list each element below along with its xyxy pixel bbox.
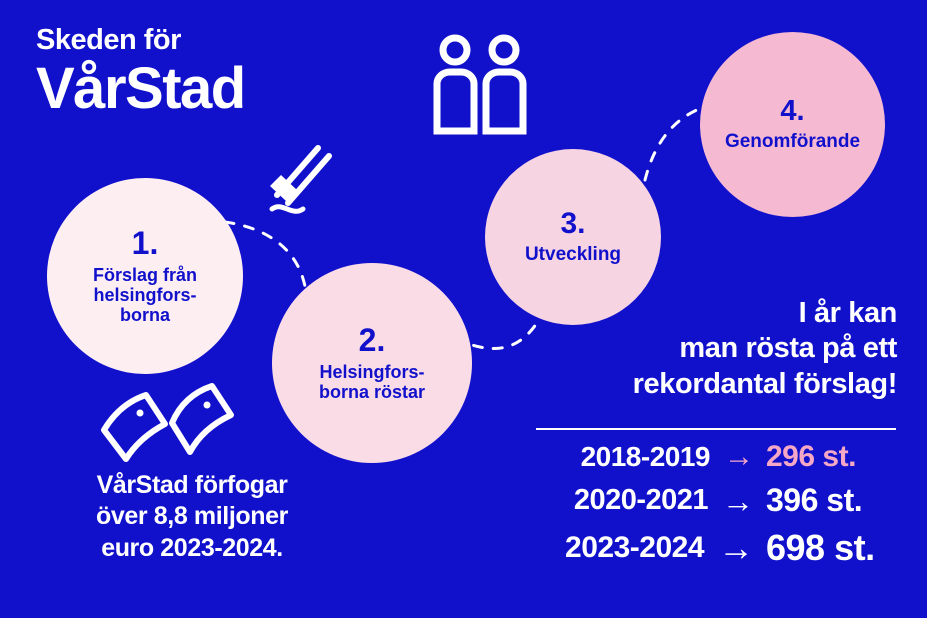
- stat-value: 396 st.: [766, 482, 863, 518]
- highlight-line-3: rekordantal förslag!: [632, 367, 897, 400]
- highlight-line-2: man rösta på ett: [679, 332, 897, 365]
- step-2-label-line-1: Helsingfors-: [319, 361, 425, 382]
- step-3-label: Utveckling: [524, 243, 622, 265]
- stat-row: [536, 527, 898, 569]
- divider: [536, 428, 896, 430]
- stat-row: [536, 482, 898, 519]
- stat-row: [536, 440, 898, 474]
- highlight-text: [477, 296, 897, 402]
- step-circle-2: [272, 263, 472, 463]
- budget-note-line-2: över 8,8 miljoner: [96, 502, 288, 531]
- step-1-label: [93, 265, 197, 325]
- step-1-label-line-3: borna: [119, 305, 170, 326]
- step-2-number: 2.: [358, 321, 386, 358]
- arrow-right-icon: →: [724, 440, 754, 473]
- step-4-number: 4.: [780, 94, 805, 127]
- title-line-2: VårStad: [36, 56, 245, 121]
- step-2-label: [319, 362, 425, 402]
- stats-list: [536, 440, 898, 577]
- highlight-line-1: I år kan: [798, 297, 897, 329]
- title-line-1: Skeden för: [36, 24, 181, 56]
- stat-value: 296 st.: [766, 440, 856, 473]
- stat-years: 2018-2019: [580, 441, 710, 472]
- step-3-number: 3.: [560, 206, 586, 240]
- step-2-label-line-2: borna röstar: [318, 382, 426, 402]
- step-4-label: Genomförande: [724, 130, 861, 152]
- budget-note-line-3: euro 2023-2024.: [101, 533, 283, 562]
- stat-years: 2023-2024: [565, 531, 704, 564]
- arrow-right-icon: →: [718, 527, 754, 568]
- step-1-number: 1.: [131, 224, 159, 261]
- step-1-label-line-2: helsingfors-: [93, 284, 197, 305]
- arrow-right-icon: →: [722, 482, 754, 519]
- stat-years: 2020-2021: [573, 484, 708, 516]
- budget-note-line-1: VårStad förfogar: [96, 471, 288, 499]
- page-title: [36, 26, 245, 120]
- budget-note: [42, 470, 342, 564]
- step-circle-4: [700, 32, 885, 217]
- step-1-label-line-1: Förslag från: [92, 264, 198, 285]
- stat-value: 698 st.: [766, 527, 875, 568]
- step-circle-1: [47, 178, 243, 374]
